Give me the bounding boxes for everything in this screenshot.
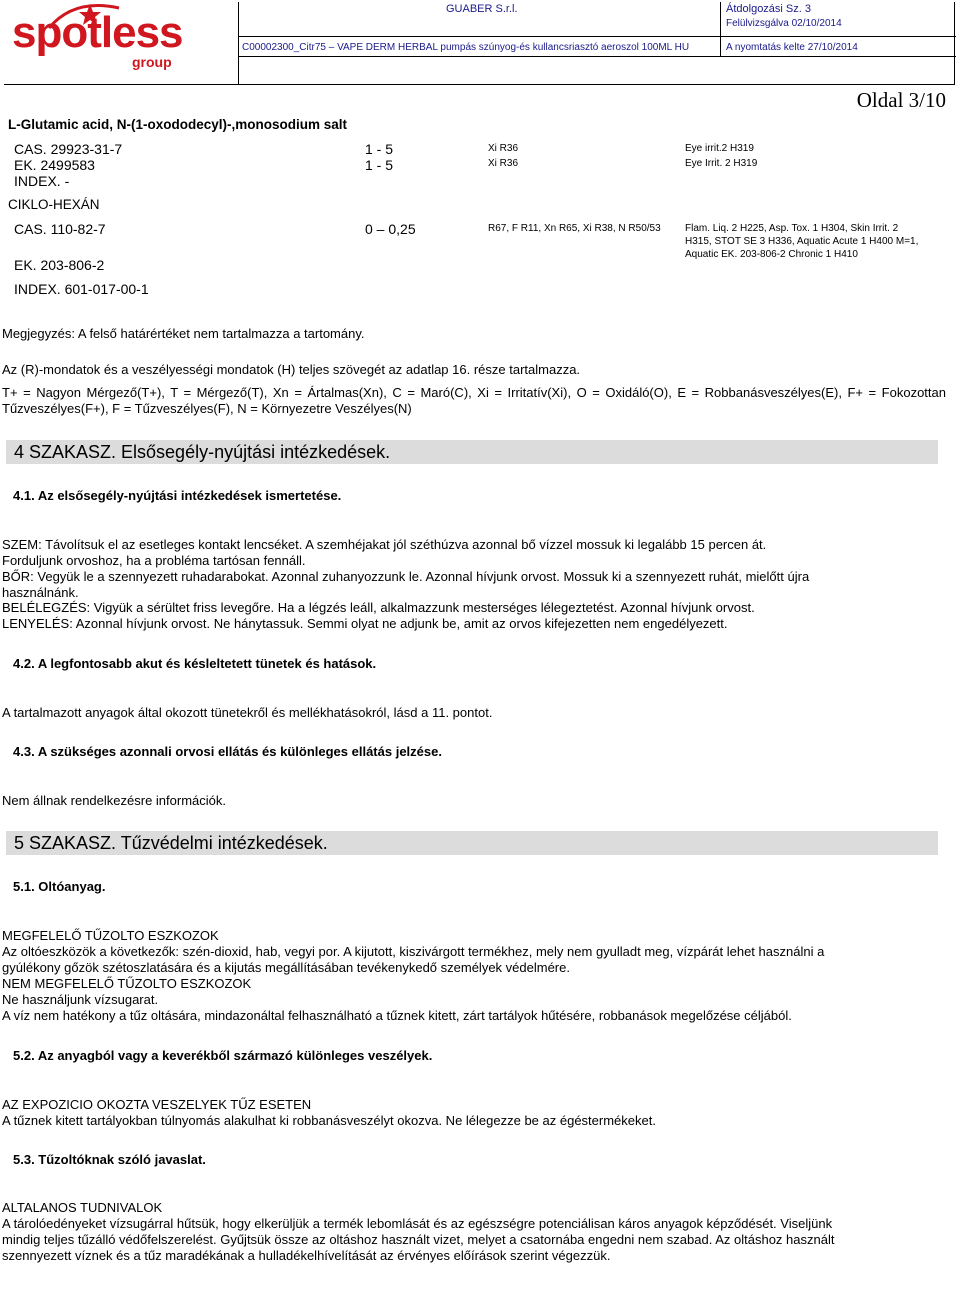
product-name: C00002300_Citr75 – VAPE DERM HERBAL pumpás szúnyog-és kullancsriasztó aeroszol 100ML HU xyxy=(242,42,690,53)
paragraph: BŐR: Vegyük le a szennyezett ruhadarabokat. Azonnal zuhanyozzunk le. Azonnal hívjunk orvost. Mossuk ki a szennyezett ruhát, mielőtt újra használnánk. xyxy=(2,569,810,600)
section-heading xyxy=(6,440,938,464)
cas-number: CAS. 110-82-7 xyxy=(14,221,106,237)
clp-classification: Eye irrit.2 H319 xyxy=(685,143,754,154)
concentration: 0 – 0,25 xyxy=(365,221,416,237)
logo-sub-text: group xyxy=(132,54,172,70)
paragraph: LENYELÉS: Azonnal hívjunk orvost. Ne hánytassuk. Semmi olyat ne adjunk be, amit az orvos kifejezetten nem engedélyezett. xyxy=(2,616,728,631)
index-number: INDEX. 601-017-00-1 xyxy=(14,281,149,297)
clp-classification: Flam. Liq. 2 H225, Asp. Tox. 1 H304, Skin Irrit. 2 H315, STOT SE 3 H336, Aquatic Acute 1 H400 M=1, Aquatic EK. 203-806-2 Chronic 1 H410 xyxy=(685,223,919,260)
clp-classification: Eye Irrit. 2 H319 xyxy=(685,158,758,169)
subsection-title: 5.1. Oltóanyag. xyxy=(13,879,106,894)
paragraph: A tartalmazott anyagok által okozott tünetekről és mellékhatásokról, lásd a 11. pontot. xyxy=(2,705,493,720)
section-title: 4 SZAKASZ. Elsősegély-nyújtási intézkedések. xyxy=(14,442,391,462)
section-heading xyxy=(6,831,938,855)
paragraph: A víz nem hatékony a tűz oltására, mindazonáltal felhasználható a tűznek kitett, zárt tartályok hűtésére, robbanások megelőzése céljából. xyxy=(2,1008,792,1023)
revision-number: Átdolgozási Sz. 3 xyxy=(726,3,811,15)
concentration: 1 - 5 xyxy=(365,141,394,157)
cas-number: CAS. 29923-31-7 xyxy=(14,141,123,157)
component-name: CIKLO-HEXÁN xyxy=(8,197,100,212)
company-name: GUABER S.r.l. xyxy=(446,3,518,15)
paragraph: SZEM: Távolítsuk el az esetleges kontakt lencséket. A szemhéjakat jól széthúzva azonnal bő vízzel mossuk ki legalább 15 percen át. xyxy=(2,537,767,552)
paragraph: Az oltóeszközök a következők: szén-dioxid, hab, vegyi por. A kijutott, kiszivárgott termékhez, mely nem gyulladt meg, vízpárát lehet használni a gyúlékony gőzök szétoszlatására és a kijutás megállításában tevékenykedő személyek védelmére. xyxy=(2,944,825,975)
paragraph: MEGFELELŐ TŰZOLTO ESZKOZOK xyxy=(2,928,219,943)
paragraph: BELÉLEGZÉS: Vigyük a sérültet friss levegőre. Ha a légzés leáll, alkalmazzunk mesterséges lélegeztetést. Azonnal hívjunk orvost. xyxy=(2,600,755,615)
print-date: A nyomtatás kelte 27/10/2014 xyxy=(726,42,858,53)
classification: Xi R36 xyxy=(488,158,519,169)
ek-number: EK. 203-806-2 xyxy=(14,257,105,273)
logo-main-text: spotless xyxy=(12,8,183,57)
component-name: L-Glutamic acid, N-(1-oxododecyl)-,monosodium salt xyxy=(8,117,348,132)
concentration: 1 - 5 xyxy=(365,157,394,173)
subsection-title: 5.3. Tűzoltóknak szóló javaslat. xyxy=(13,1152,206,1167)
paragraph: Forduljunk orvoshoz, ha a probléma tartósan fennáll. xyxy=(2,553,306,568)
paragraph: NEM MEGFELELŐ TŰZOLTO ESZKOZOK xyxy=(2,976,252,991)
note-text: Megjegyzés: A felső határértéket nem tartalmazza a tartomány. xyxy=(2,326,365,341)
paragraph: AZ EXPOZICIO OKOZTA VESZELYEK TŰZ ESETEN xyxy=(2,1097,312,1112)
subsection-title: 5.2. Az anyagból vagy a keverékből származó különleges veszélyek. xyxy=(13,1048,433,1063)
section-title: 5 SZAKASZ. Tűzvédelmi intézkedések. xyxy=(14,833,328,853)
paragraph: Ne használjunk vízsugarat. xyxy=(2,992,159,1007)
paragraph: Nem állnak rendelkezésre információk. xyxy=(2,793,226,808)
page-number: Oldal 3/10 xyxy=(856,88,946,112)
ek-number: EK. 2499583 xyxy=(14,157,95,173)
symbols-legend: T+ = Nagyon Mérgező(T+), T = Mérgező(T), Xn = Ártalmas(Xn), C = Maró(C), Xi = Irritatív(Xi), O = Oxidáló(O), E = Robbanásveszélyes(E), F+ = Fokozottan Tűzveszélyes(F+), F = Tűzveszélyes(F), N = Környezetre Veszélyes(N) xyxy=(2,385,946,416)
subsection-title: 4.2. A legfontosabb akut és késleltetett tünetek és hatások. xyxy=(13,656,377,671)
paragraph: A tűznek kitett tartályokban túlnyomás alakulhat ki robbanásveszélyt okozva. Ne lélegezze be az égéstermékeket. xyxy=(2,1113,656,1128)
company-logo xyxy=(4,2,234,84)
subsection-title: 4.1. Az elsősegély-nyújtási intézkedések ismertetése. xyxy=(13,488,342,503)
classification: R67, F R11, Xn R65, Xi R38, N R50/53 xyxy=(488,223,661,234)
index-number: INDEX. - xyxy=(14,173,70,189)
subsection-title: 4.3. A szükséges azonnali orvosi ellátás és különleges ellátás jelzése. xyxy=(13,744,442,759)
paragraph: ALTALANOS TUDNIVALOK xyxy=(2,1200,163,1215)
paragraph: A tárolóedényeket vízsugárral hűtsük, hogy elkerüljük a termék lebomlását és az egészségre potenciálisan káros anyagok képződését. Viseljünk mindig teljes tűzálló védőfelszerelést. Gyűjtsük össze az oltáshoz használt vizet, melyet a csatornába engedni nem szabad. Az oltáshoz használt szennyezett víznek és a tűz maradékának a hulladékelhívelítását az érvényes előírások szerint végezzük. xyxy=(2,1216,835,1263)
classification: Xi R36 xyxy=(488,143,519,154)
review-date: Felülvizsgálva 02/10/2014 xyxy=(726,18,842,29)
note-text: Az (R)-mondatok és a veszélyességi mondatok (H) teljes szövegét az adatlap 16. része tartalmazza. xyxy=(2,362,581,377)
